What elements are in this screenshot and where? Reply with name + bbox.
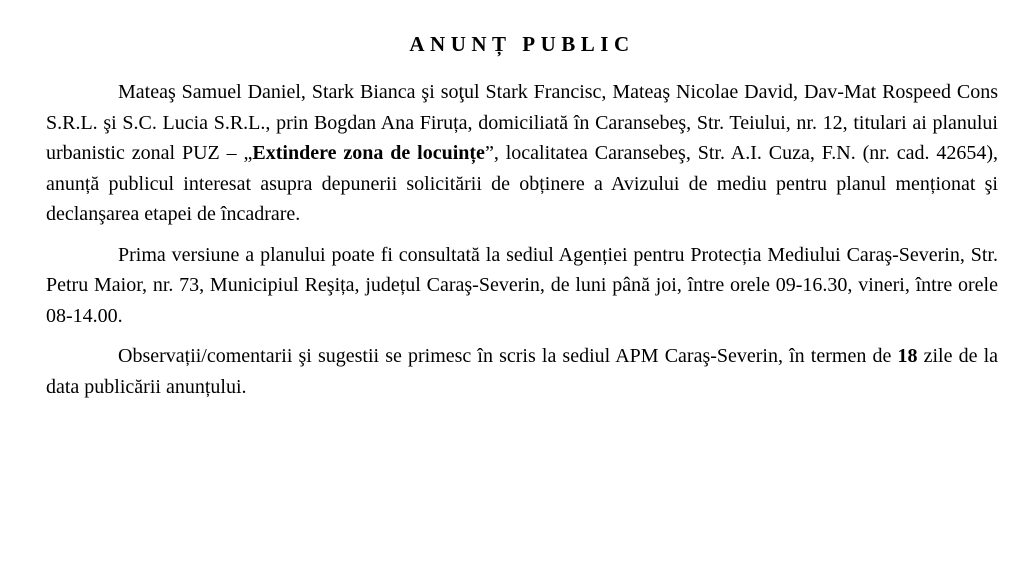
paragraph-applicants-text-end: ”, localitatea Caransebeş, Str. A.I. Cuza, F.N. (nr. cad. 42654), anunță publicul interesat asupra depunerii solicitării de obținere a Avizului de mediu pentru planul menționat şi declanşarea etapei de încadrare.: [46, 142, 998, 225]
paragraph-applicants-text-start: Mateaş Samuel Daniel, Stark Bianca şi soţul Stark Francisc, Mateaş Nicolae David, Dav-Mat Rospeed Cons S.R.L. şi S.C. Lucia S.R.L., prin Bogdan Ana Firuța, domiciliată în Caransebeş, Str. Teiului, nr. 12, titulari ai planului urbanistic zonal PUZ – „: [46, 81, 998, 164]
paragraph-applicants: [46, 77, 998, 230]
paragraph-observations-text-end: zile de la data publicării anunțului.: [46, 345, 998, 398]
deadline-days: 18: [897, 345, 918, 367]
public-announcement: [46, 34, 998, 402]
plan-name: Extindere zona de locuințe: [252, 142, 485, 164]
paragraph-consultation: [46, 240, 998, 332]
paragraph-consultation-text: Prima versiune a planului poate fi consultată la sediul Agenției pentru Protecția Mediului Caraş-Severin, Str. Petru Maior, nr. 73, Municipiul Reşița, județul Caraş-Severin, de luni până joi, între orele 09-16.30, vineri, între orele 08-14.00.: [46, 243, 998, 327]
paragraph-observations: [46, 341, 998, 402]
announcement-title: ANUNȚ PUBLIC: [409, 32, 635, 56]
paragraph-observations-text-start: Observații/comentarii şi sugestii se primesc în scris la sediul APM Caraş-Severin, în termen de: [118, 345, 898, 367]
